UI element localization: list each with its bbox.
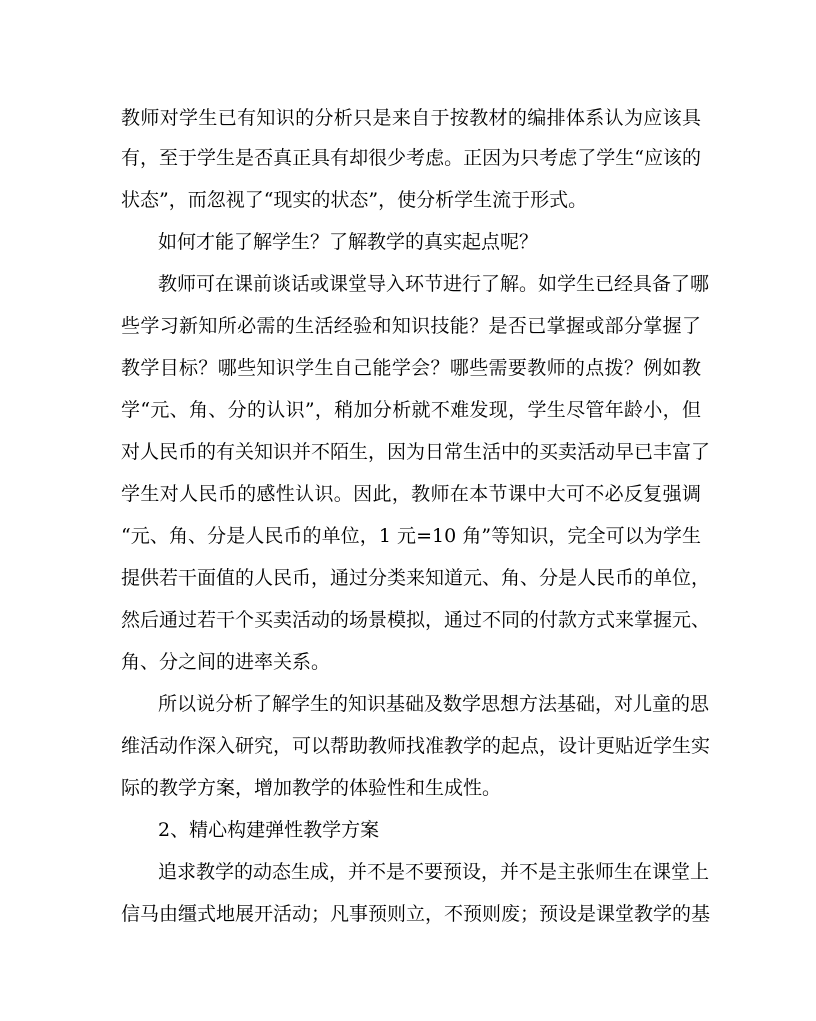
text-line: 角、分之间的进率关系。 [121, 651, 331, 673]
section-heading: 2、精心构建弹性教学方案 [158, 819, 380, 841]
text-line: 对人民币的有关知识并不陌生，因为日常生活中的买卖活动早已丰富了 [121, 441, 711, 463]
text-line: 信马由缰式地展开活动；凡事预则立，不预则废；预设是课堂教学的基 [121, 903, 711, 925]
text-line: 状态”，而忽视了“现实的状态”，使分析学生流于形式。 [121, 189, 588, 211]
text-line: 有，至于学生是否真正具有却很少考虑。正因为只考虑了学生“应该的 [121, 147, 701, 169]
text-line: 如何才能了解学生？了解教学的真实起点呢？ [158, 231, 539, 253]
text-line: 教师对学生已有知识的分析只是来自于按教材的编排体系认为应该具 [121, 107, 701, 129]
text-line: 些学习新知所必需的生活经验和知识技能？是否已掌握或部分掌握了 [121, 315, 701, 337]
text-line: “元、角、分是人民币的单位，1 元=10 角”等知识，完全可以为学生 [121, 525, 701, 547]
text-line: 际的教学方案，增加教学的体验性和生成性。 [121, 777, 502, 799]
text-line: 教师可在课前谈话或课堂导入环节进行了解。如学生已经具备了哪 [158, 273, 710, 295]
text-line: 学“元、角、分的认识”，稍加分析就不难发现，学生尽管年龄小，但 [121, 399, 701, 421]
text-line: 教学目标？哪些知识学生自己能学会？哪些需要教师的点拨？例如教 [121, 357, 701, 379]
text-line: 所以说分析了解学生的知识基础及数学思想方法基础，对儿童的思 [158, 693, 710, 715]
text-line: 提供若干面值的人民币，通过分类来知道元、角、分是人民币的单位， [121, 567, 711, 589]
text-line: 学生对人民币的感性认识。因此，教师在本节课中大可不必反复强调 [121, 483, 701, 505]
text-line: 追求教学的动态生成，并不是不要预设，并不是主张师生在课堂上 [158, 861, 710, 883]
text-line: 维活动作深入研究，可以帮助教师找准教学的起点，设计更贴近学生实 [121, 735, 711, 757]
text-line: 然后通过若干个买卖活动的场景模拟，通过不同的付款方式来掌握元、 [121, 609, 711, 631]
